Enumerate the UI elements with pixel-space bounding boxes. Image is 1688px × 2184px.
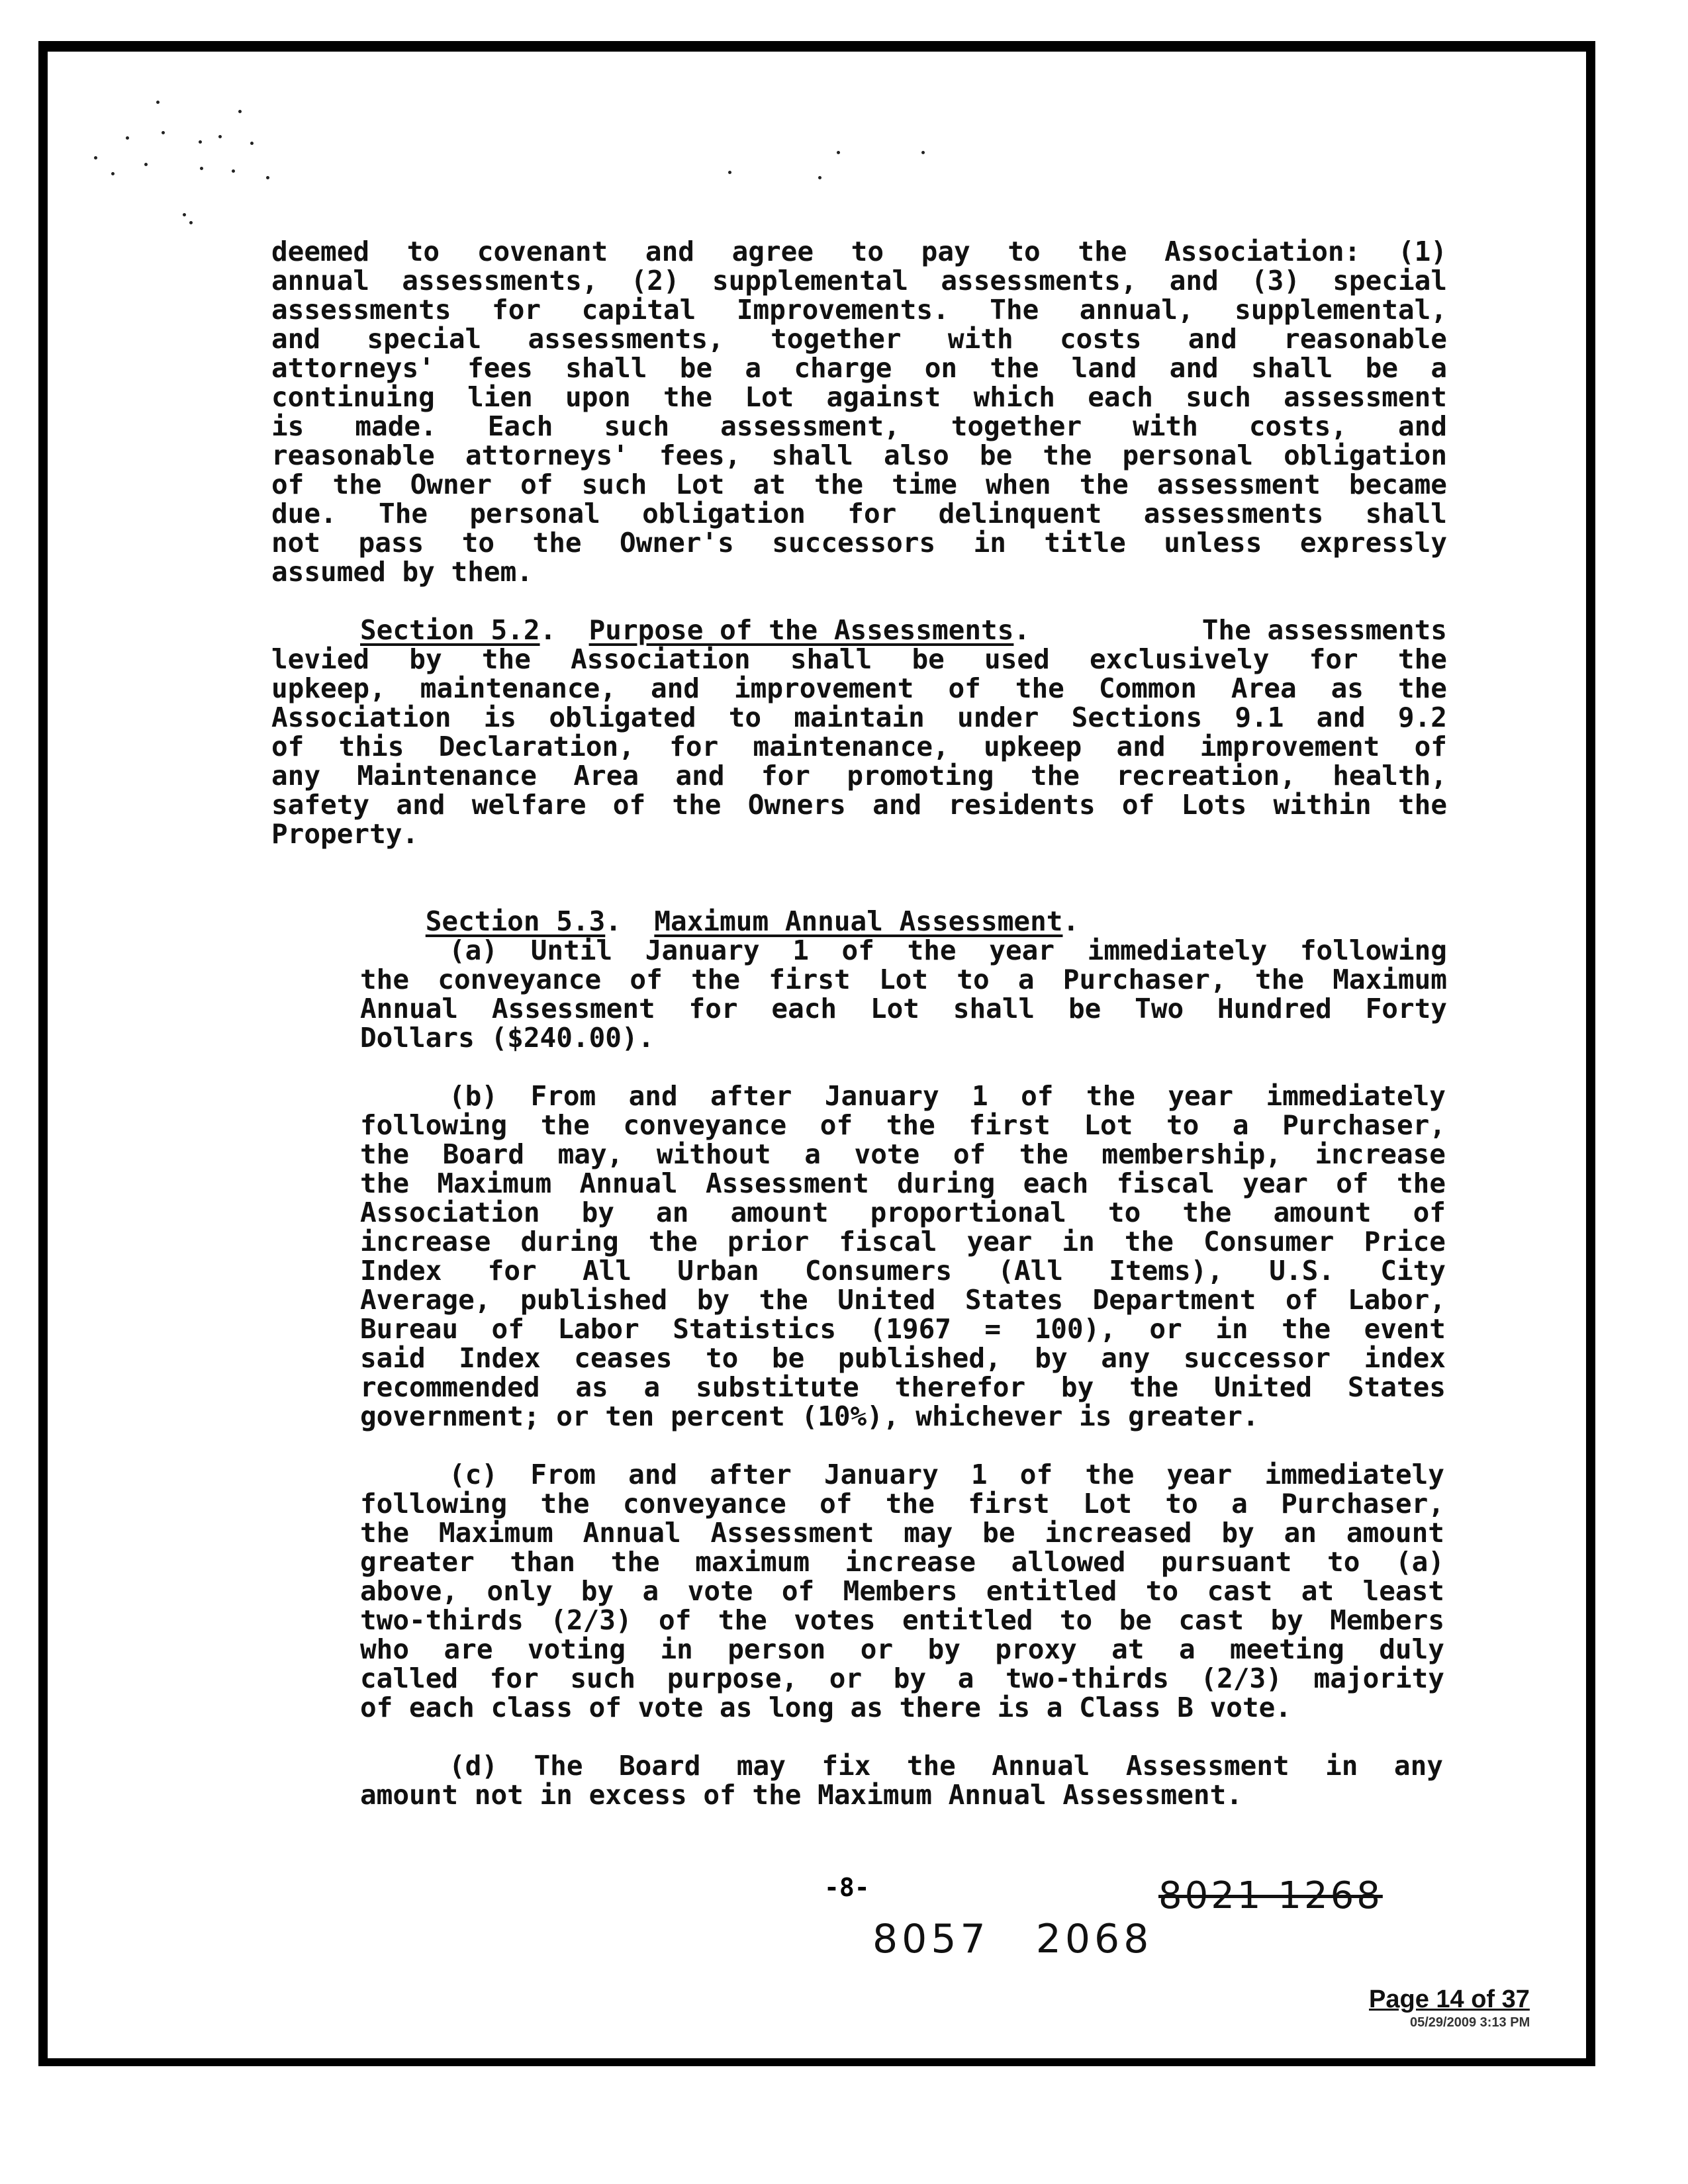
text-line: Annual Assessment for each Lot shall be Two Hundred Forty [360, 993, 1447, 1024]
recording-page: 2068 [1035, 1916, 1153, 1962]
text-line: above, only by a vote of Members entitled to cast at least [360, 1575, 1444, 1607]
text-line: called for such purpose, or by a two-thirds (2/3) majority [360, 1662, 1444, 1694]
recording-book: 8057 [872, 1916, 990, 1962]
text-line: and special assessments, together with costs and reasonable [271, 323, 1447, 355]
text-line: of this Declaration, for maintenance, upkeep and improvement of [271, 731, 1447, 762]
text-line: is made. Each such assessment, together with costs, and [271, 410, 1447, 442]
text-line: following the conveyance of the first Lot to a Purchaser, [360, 1109, 1446, 1141]
text-line: the conveyance of the first Lot to a Purchaser, the Maximum [360, 964, 1447, 995]
text-line: reasonable attorneys' fees, shall also be the personal obligation [271, 439, 1447, 471]
text-line: government; or ten percent (10%), whichever is greater. [360, 1400, 1259, 1432]
recording-stamp [872, 1916, 1152, 1962]
text-line: continuing lien upon the Lot against which each such assessment [271, 381, 1447, 413]
text-line: two-thirds (2/3) of the votes entitled to be cast by Members [360, 1604, 1444, 1636]
text-line: Property. [271, 818, 419, 850]
text-line: the Board may, without a vote of the membership, increase [360, 1138, 1446, 1170]
text-line: Index for All Urban Consumers (All Items), U.S. City [360, 1255, 1446, 1287]
text-line: the Maximum Annual Assessment during each fiscal year of the [360, 1167, 1446, 1199]
text-line: said Index ceases to be published, by any successor index [360, 1342, 1446, 1374]
text-line: annual assessments, (2) supplemental assessments, and (3) special [271, 265, 1447, 296]
text-line: due. The personal obligation for delinquent assessments shall [271, 498, 1447, 529]
section-5-3-header-line: Section 5.3. Maximum Annual Assessment. [425, 905, 1080, 937]
recording-stamp-struck: 8021 1268 [1158, 1874, 1383, 1917]
text-line: (b) From and after January 1 of the year immediately [449, 1080, 1446, 1112]
text-line: assumed by them. [271, 556, 533, 588]
text-line: Bureau of Labor Statistics (1967 = 100), or in the event [360, 1313, 1446, 1345]
text-line: (a) Until January 1 of the year immediately following [449, 934, 1447, 966]
text-line: greater than the maximum increase allowed pursuant to (a) [360, 1546, 1444, 1578]
text-line: not pass to the Owner's successors in title unless expressly [271, 527, 1447, 559]
text-span: The assessments [1201, 614, 1447, 646]
text-line: of each class of vote as long as there is a Class B vote. [360, 1692, 1291, 1723]
section-heading: Purpose of the Assessments [588, 614, 1014, 646]
text-line: Association by an amount proportional to the amount of [360, 1197, 1446, 1228]
page-number: -8- [824, 1873, 870, 1902]
text-line: following the conveyance of the first Lot to a Purchaser, [360, 1488, 1444, 1520]
text-line: who are voting in person or by proxy at a meeting duly [360, 1633, 1444, 1665]
text-line: safety and welfare of the Owners and residents of Lots within the [271, 789, 1447, 821]
text-line: attorneys' fees shall be a charge on the land and shall be a [271, 352, 1447, 384]
text-line: (c) From and after January 1 of the year immediately [449, 1459, 1444, 1490]
text-line: upkeep, maintenance, and improvement of the Common Area as the [271, 672, 1447, 704]
section-number: Section 5.3 [425, 905, 606, 937]
text-line: Average, published by the United States Department of Labor, [360, 1284, 1446, 1316]
text-line: Dollars ($240.00). [360, 1022, 655, 1054]
section-number: Section 5.2 [360, 614, 540, 646]
timestamp: 05/29/2009 3:13 PM [1410, 2015, 1530, 2030]
text-line: recommended as a substitute therefor by the United States [360, 1371, 1446, 1403]
text-line: the Maximum Annual Assessment may be increased by an amount [360, 1517, 1444, 1549]
text-line: assessments for capital Improvements. The annual, supplemental, [271, 294, 1447, 326]
text-line: increase during the prior fiscal year in the Consumer Price [360, 1226, 1446, 1257]
text-line: levied by the Association shall be used exclusively for the [271, 643, 1447, 675]
text-line: any Maintenance Area and for promoting the recreation, health, [271, 760, 1447, 792]
section-heading: Maximum Annual Assessment [654, 905, 1063, 937]
text-line: amount not in excess of the Maximum Annual Assessment. [360, 1779, 1243, 1811]
text-line: deemed to covenant and agree to pay to the Association: (1) [271, 236, 1447, 267]
page-of-label: Page 14 of 37 [1369, 1985, 1530, 2013]
text-line: Association is obligated to maintain under Sections 9.1 and 9.2 [271, 702, 1447, 733]
text-line: (d) The Board may fix the Annual Assessment in any [449, 1750, 1443, 1782]
section-5-2-header-line: Section 5.2. Purpose of the Assessments. The assessments [360, 614, 1447, 646]
text-line: of the Owner of such Lot at the time when the assessment became [271, 469, 1447, 500]
